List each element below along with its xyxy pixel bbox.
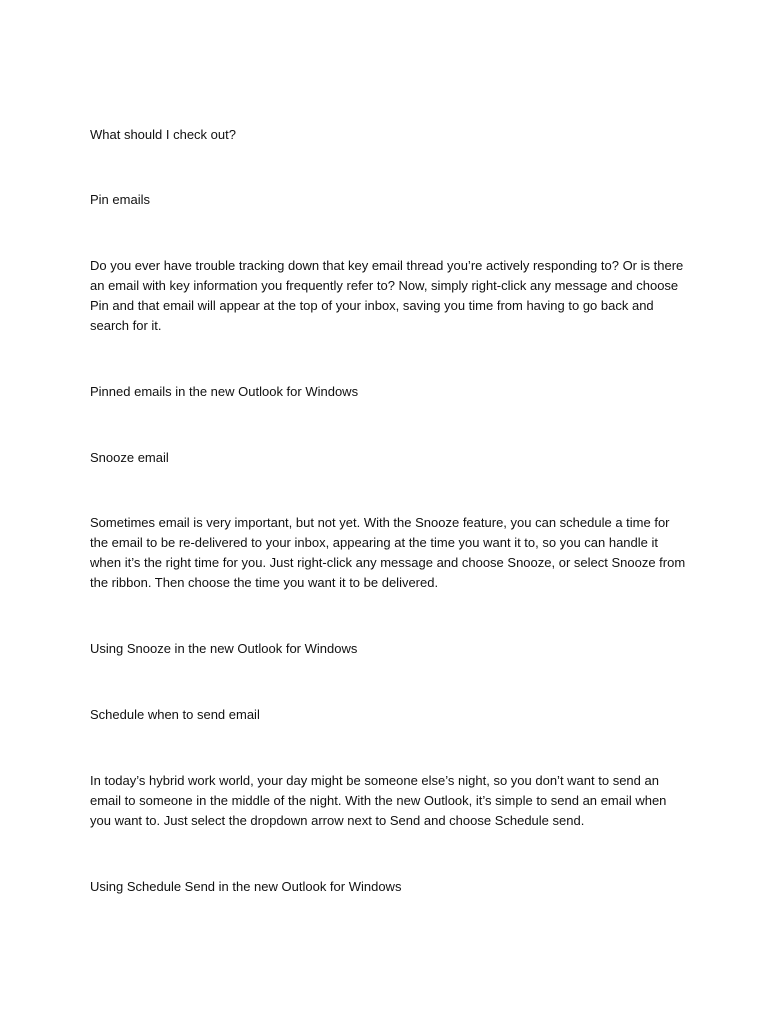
section-body-pin-emails [90,256,690,336]
body-line: the email to be re-delivered to your inbox, appearing at the time you want it to, so you can handle it [90,535,659,550]
body-line: an email with key information you frequently refer to? Now, simply right-click any message and choose [90,278,679,293]
body-line: Sometimes email is very important, but not yet. With the Snooze feature, you can schedule a time for [90,515,670,530]
section-body-schedule-send [90,771,690,831]
section-heading-pin-emails: Pin emails [90,192,150,207]
body-line: search for it. [90,318,162,333]
body-line: when it’s the right time for you. Just right-click any message and choose Snooze, or select Snooze from [90,555,686,570]
section-heading-snooze-email: Snooze email [90,450,169,465]
intro-heading: What should I check out? [90,127,236,142]
body-line: email to someone in the middle of the night. With the new Outlook, it’s simple to send an email when [90,793,667,808]
section-caption-snooze-email: Using Snooze in the new Outlook for Windows [90,641,358,656]
section-caption-pin-emails: Pinned emails in the new Outlook for Windows [90,384,359,399]
body-line: you want to. Just select the dropdown arrow next to Send and choose Schedule send. [90,813,585,828]
section-body-snooze-email [90,513,690,593]
body-line: Pin and that email will appear at the top of your inbox, saving you time from having to go back and [90,298,654,313]
section-heading-schedule-send: Schedule when to send email [90,707,260,722]
body-line: In today’s hybrid work world, your day might be someone else’s night, so you don’t want to send an [90,773,659,788]
section-caption-schedule-send: Using Schedule Send in the new Outlook for Windows [90,879,402,894]
body-line: the ribbon. Then choose the time you want it to be delivered. [90,575,439,590]
body-line: Do you ever have trouble tracking down that key email thread you’re actively responding to? Or is there [90,258,684,273]
